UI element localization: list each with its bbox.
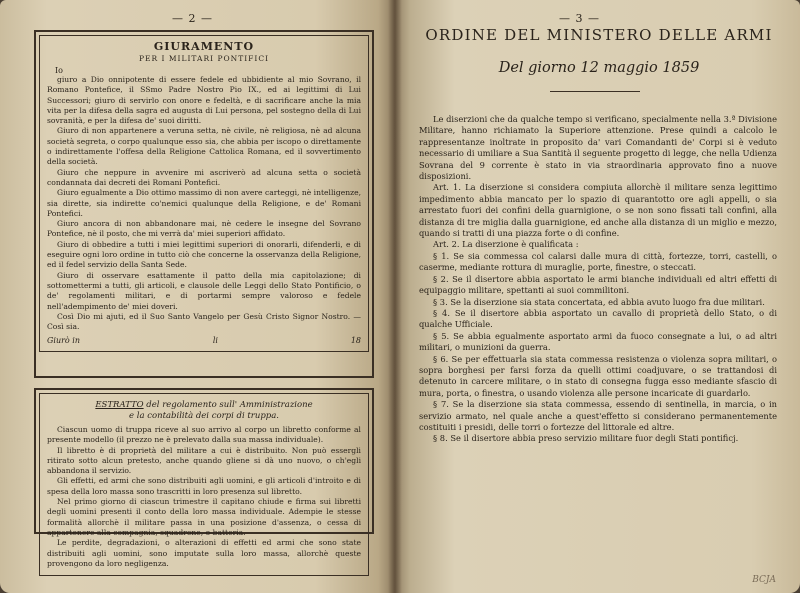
oath-frame [34, 30, 374, 378]
oath-paragraph: Così Dio mi ajuti, ed il Suo Santo Vangelo per Gesù Cristo Signor Nostro. — Così sia. [47, 311, 361, 332]
extract-title [47, 400, 361, 422]
page-number-left: — 2 — [172, 12, 213, 25]
extract-body [47, 425, 361, 569]
order-body [419, 114, 777, 445]
oath-title: GIURAMENTO [153, 40, 255, 53]
oath-paragraph: Giuro di osservare esattamente il patto della mia capitolazione; di sottomettermi a tutti, gli articoli, e clausole delle Leggi dello Stato Pontificio, o de' regolamenti militari, e di portarmi sempre valoroso e fedele nell'adempimento de' miei doveri. [47, 270, 361, 311]
extract-title-line2: e la contabilità dei corpi di truppa. [129, 411, 279, 421]
extract-paragraph: Nel primo giorno di ciascun trimestre il capitano chiude e firma sui libretti degli uomini presenti il conto della loro massa individuale. Adempie le stesse formalità allorchè il militare passa in una posizione d'assenza, o cessa di appartenere alla compagnia, squadrone, o batteria. [47, 497, 361, 537]
order-paragraph: Le diserzioni che da qualche tempo si verificano, specialmente nella 3.ª Divisione Militare, hanno richiamato la Superiore attenzione. Prese quindi a calcolo le rappresentanze inoltrate in proposito da' vari Comandanti de' Corpi si è veduto necessario di umiliare a Sua Santità il seguente progetto di legge, che nella Udienza Sovrana del 9 corrente è stato in via straordinaria approvato fino a nuove disposizioni. [419, 114, 777, 182]
extract-paragraph: Ciascun uomo di truppa riceve al suo arrivo al corpo un libretto conforme al presente modello (il prezzo ne è prelevato dalla sua massa individuale). [47, 425, 361, 445]
oath-paragraph: Giuro di non appartenere a veruna setta, nè civile, nè religiosa, nè ad alcuna società segreta, o corpo qualunque esso sia, che abbia per iscopo o direttamente o indirettamente l'offesa della Religione Cattolica Romana, ed il sovvertimento della società. [47, 126, 361, 167]
oath-paragraph: giuro a Dio onnipotente di essere fedele ed ubbidiente al mio Sovrano, il Romano Pontefice, il SSmo Padre Nostro Pio IX., ed ai legittimi di Lui Successori; giuro di servirlo con onore e fedeltà, e di sacrificare anche la mia vita per la difesa della sagra ed augusta di Lui persona, pel sostegno della di Lui sovranità, e per la difesa de' suoi diritti. [47, 75, 361, 126]
order-paragraph: § 8. Se il disertore abbia preso servizio militare fuor degli Stati pontificj. [433, 433, 739, 444]
order-paragraph: § 7. Se la diserzione sia stata commessa, essendo di sentinella, in marcia, o in servizio armato, nel quale anche a quest'effetto si considerano permanentemente costituiti i presidi, delle torri o fortezze del littorale ed altre. [419, 399, 777, 432]
order-title: ORDINE DEL MINISTERO DELLE ARMI [425, 26, 773, 44]
extract-frame [34, 388, 374, 568]
order-paragraph: Art. 2. La diserzione è qualificata : [433, 239, 579, 250]
oath-footer-left: Giurò in [47, 336, 80, 346]
left-page [0, 0, 394, 593]
oath-paragraph: Giuro di obbedire a tutti i miei legittimi superiori di onorarli, difenderli, e di eseguire ogni loro ordine in tutto ciò che concerne la osservanza della Religione, ed il fedel servizio della Santa Sede. [47, 239, 361, 270]
oath-footer-mid: li [212, 336, 218, 346]
oath-subtitle: PER I MILITARI PONTIFICI [138, 54, 270, 63]
order-date: Del giorno 12 maggio 1859 [498, 60, 700, 76]
right-page [394, 0, 800, 593]
extract-paragraph: Gli effetti, ed armi che sono distribuiti agli uomini, e gli articoli d'introito e di spesa della loro massa sono trascritti in loro presenza sul libretto. [47, 476, 361, 496]
extract-title-rest: del regolamento sull' Amministrazione [143, 400, 313, 410]
oath-paragraph: Giuro egualmente a Dio ottimo massimo di non avere carteggi, nè intelligenze, sia dirette, sia indirette co'nemici qualunque della Religione, e de' Romani Pontefici. [47, 188, 361, 218]
oath-footer-right: 18 [350, 336, 361, 346]
title-rule [550, 91, 640, 92]
scan-signature: BCJA [752, 575, 776, 585]
order-paragraph: § 1. Se sia commessa col calarsi dalle mura di città, fortezze, torri, castelli, o caserme, mediante rottura di muraglie, porte, finestre, o steccati. [419, 250, 777, 273]
order-paragraph: § 6. Se per effettuarla sia stata commessa resistenza o violenza sopra militari, o sopra borghesi per farsi forza da quelli ottimi coadjuvare, o se trattandosi di detenuto in carcere militare, o in stato di consegna fugga esso mediante sfascio di mura, porta, o finestra, o usando violenza alle persone incaricate di guardarlo. [419, 353, 777, 398]
extract-title-prefix: ESTRATTO [95, 400, 144, 410]
order-paragraph: § 4. Se il disertore abbia asportato un cavallo di proprietà dello Stato, o di qualche Ufficiale. [419, 307, 777, 330]
oath-io: Io [55, 66, 63, 75]
oath-paragraph: Giuro che neppure in avvenire mi ascriverò ad alcuna setta o società condannata dai decreti dei Romani Pontefici. [47, 167, 361, 187]
oath-body [47, 75, 361, 332]
order-paragraph: § 3. Se la diserzione sia stata concertata, ed abbia avuto luogo fra due militari. [433, 296, 765, 307]
order-paragraph: § 5. Se abbia egualmente asportato armi da fuoco consegnate a lui, o ad altri militari, o munizioni da guerra. [419, 330, 777, 353]
order-paragraph: Art. 1. La diserzione si considera compiuta allorchè il militare senza legittimo impedimento abbia mancato per lo spazio di quarantotto ore agli appelli, o sia arrestato fuori dei confini della guarnigione, o se non sono fissati tali confini, alla distanza di tre miglia dalla guarnigione, ed anche alla distanza di un miglio e mezzo, quando si tratti di una piazza forte o di confine. [419, 182, 777, 239]
extract-paragraph: Il libretto è di proprietà del militare a cui è distribuito. Non può essergli ritirato sotto alcun pretesto, anche quando gliene si dà uno nuovo, o ch'egli abbandona il servizio. [47, 445, 361, 476]
oath-paragraph: Giuro ancora di non abbandonare mai, nè cedere le insegne del Sovrano Pontefice, nè il posto, che mi verrà da' miei superiori affidato. [47, 219, 361, 239]
extract-paragraph: Le perdite, degradazioni, o alterazioni di effetti ed armi che sono state distribuiti agli uomini, sono imputate sulla loro massa, allorchè queste provengono da loro negligenza. [47, 538, 361, 568]
order-paragraph: § 2. Se il disertore abbia asportato le armi bianche individuali ed altri effetti di equipaggio militare, spettanti ai suoi commilitoni. [419, 273, 777, 296]
page-number-right: — 3 — [559, 12, 600, 25]
book-gutter [388, 0, 402, 593]
oath-footer [47, 336, 361, 345]
